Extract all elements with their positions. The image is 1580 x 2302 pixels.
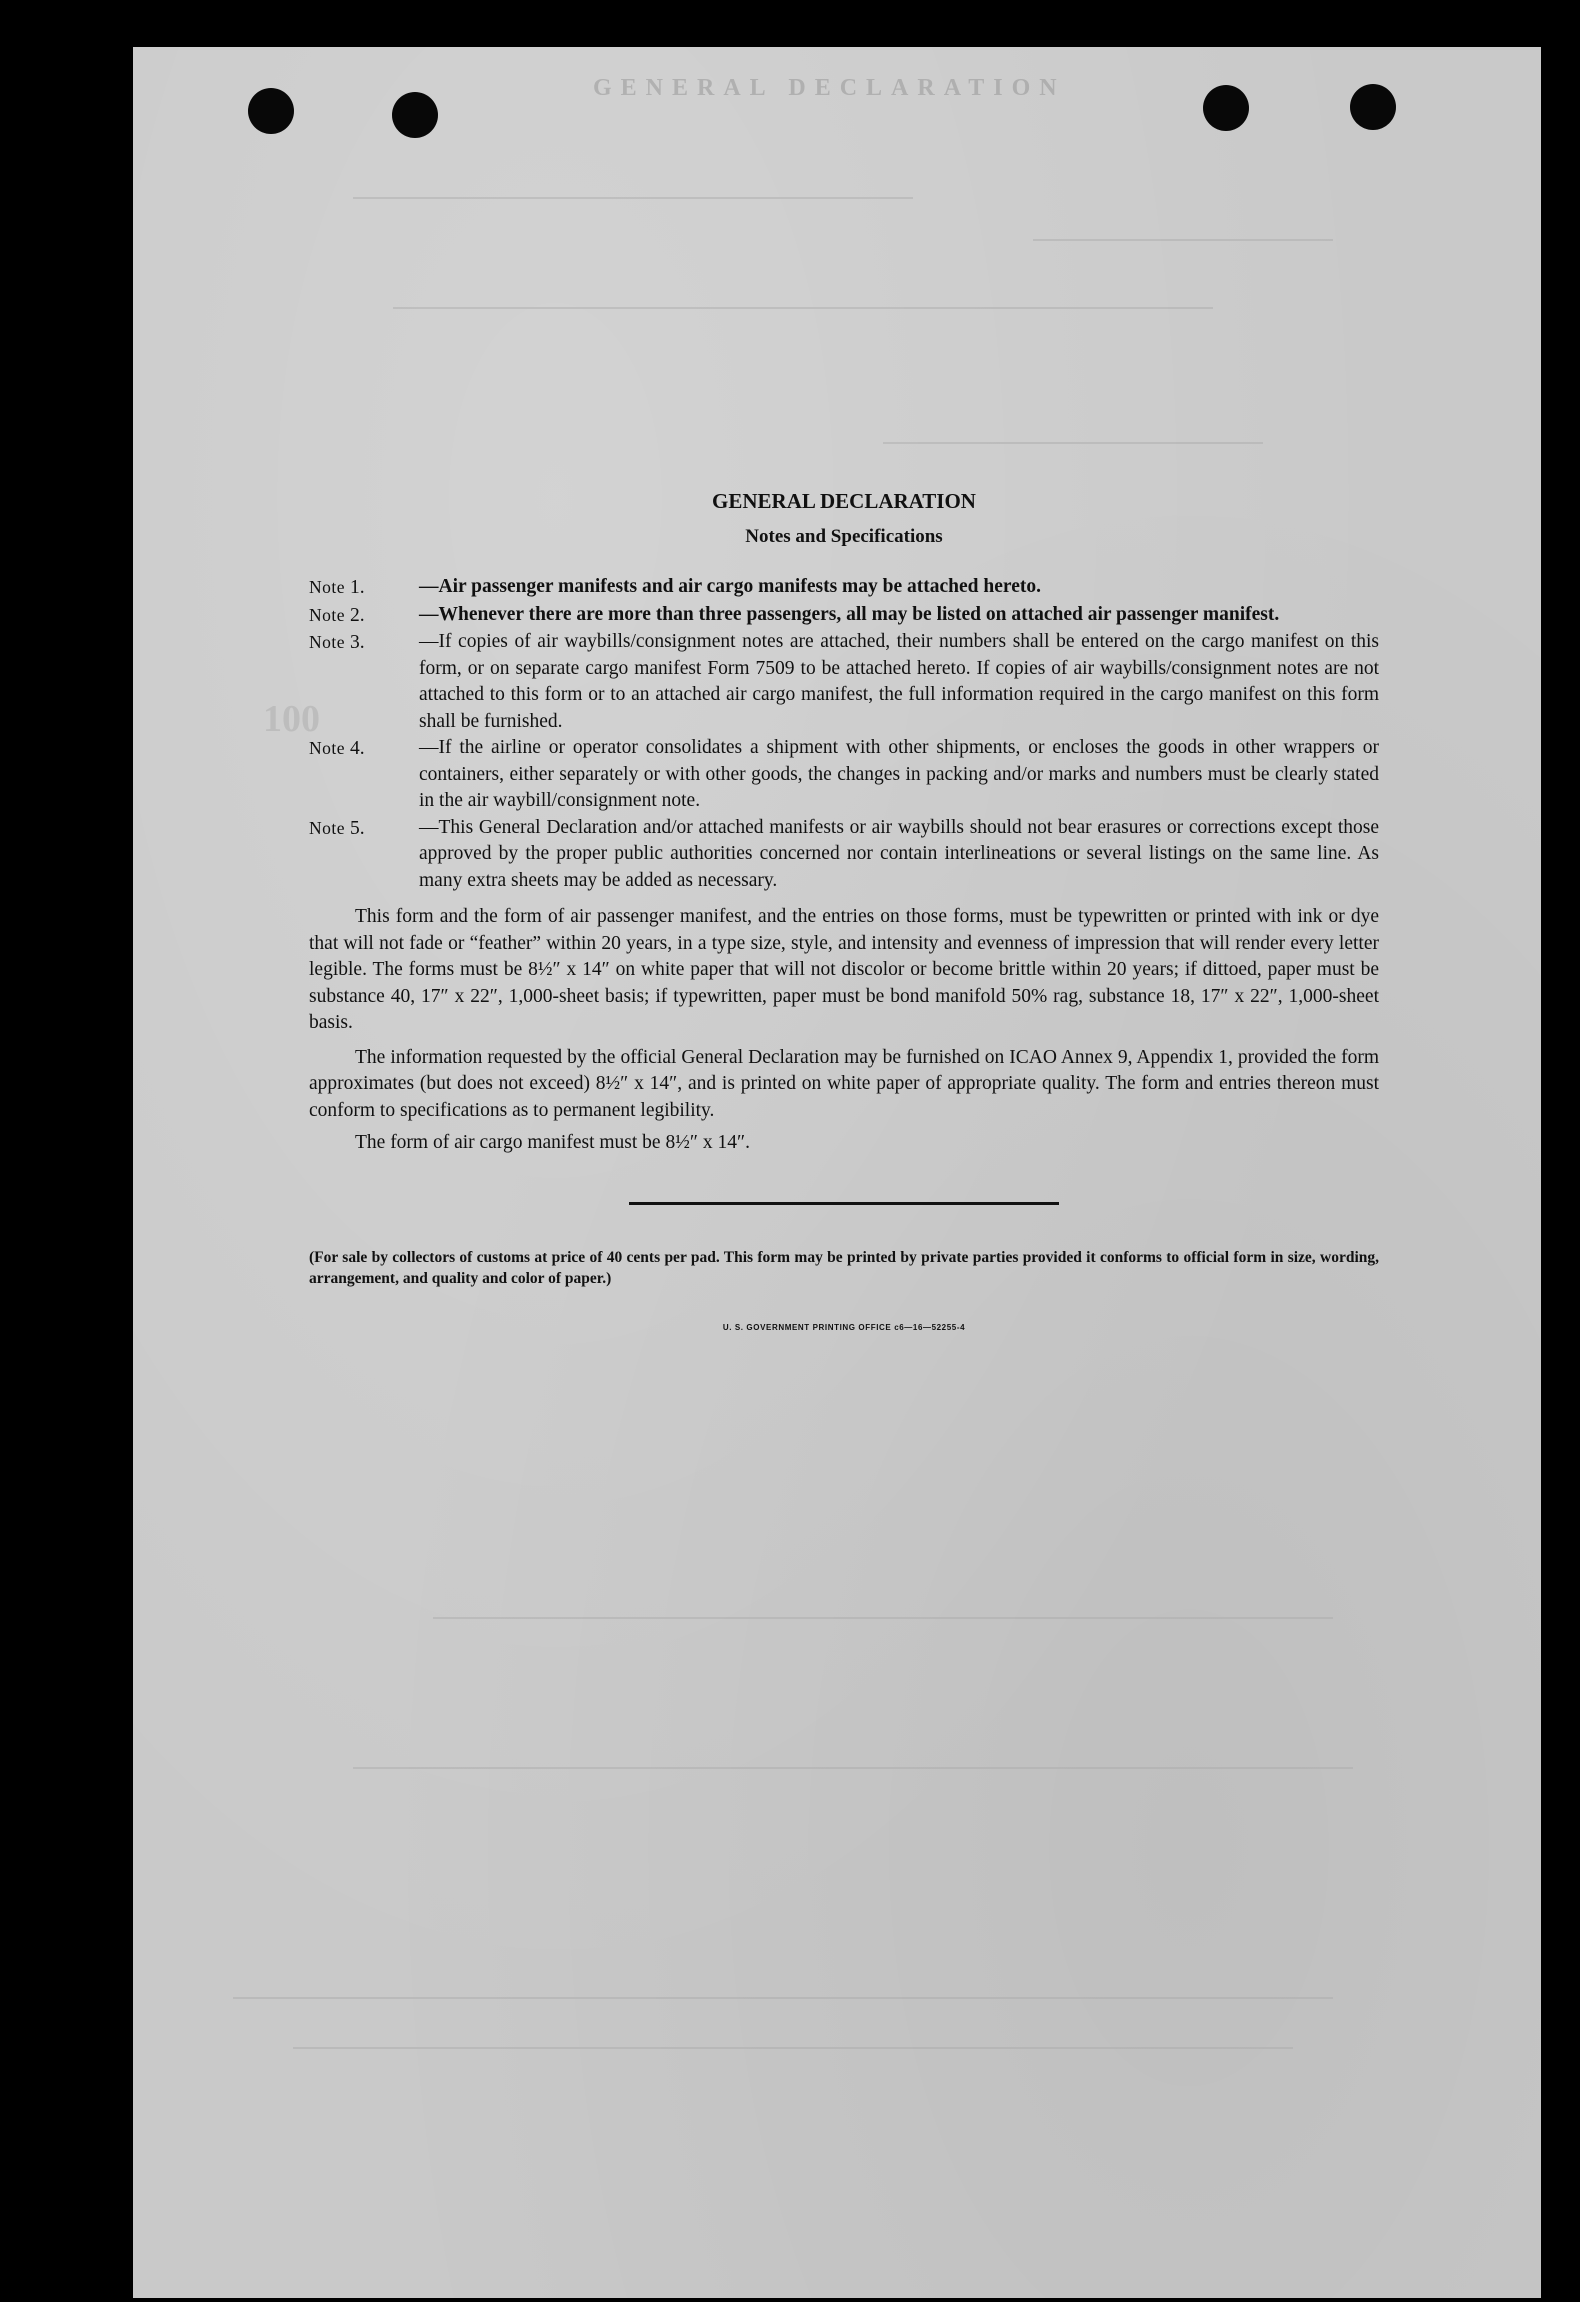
note-number: 2. [349, 604, 365, 626]
sale-notice: (For sale by collectors of customs at price of 40 cents per pad. This form may be printed by private parties provided it conforms to official form in size, wording, arrangement, and quality and color of paper.) [309, 1248, 1379, 1287]
note-text: —Air passenger manifests and air cargo manifests may be attached hereto. [419, 576, 1041, 597]
note-label: Note [309, 817, 346, 838]
punch-hole [392, 92, 438, 138]
note-label: Note [309, 738, 346, 758]
note-3 [309, 629, 1379, 735]
document-subtitle: Notes and Specifications [745, 526, 943, 547]
note-label: Note [309, 604, 346, 625]
note-label: Note [309, 577, 346, 597]
paragraph-form-requirements: This form and the form of air passenger manifest, and the entries on those forms, must be typewritten or printed with ink or dye that will not fade or “feather” within 20 years, in a type size, style, and intensity and evenness of impression that will render every letter legible. The forms must be 8½″ x 14″ on white paper that will not discolor or become brittle within 20 years; if dittoed, paper must be substance 40, 17″ x 22″, 1,000-sheet basis; if typewritten, paper must be bond manifold 50% rag, substance 18, 17″ x 22″, 1,000-sheet basis. [309, 906, 1379, 1033]
bleed-through-header: GENERAL DECLARATION [593, 75, 1066, 101]
document-page [133, 47, 1541, 2298]
bleed-through-stamp: 100 [263, 698, 320, 740]
document-title: GENERAL DECLARATION [712, 489, 976, 513]
bleed-through-line [293, 2047, 1293, 2049]
bleed-through-line [353, 1767, 1353, 1769]
bleed-through-line [353, 197, 913, 199]
note-4 [309, 735, 1379, 815]
note-text: —If copies of air waybills/consignment notes are attached, their numbers shall be entered on the cargo manifest on this form, or on separate cargo manifest Form 7509 to be attached hereto. If copies of air waybills/consignment notes are not attached to this form or to an attached air cargo manifest, the full information required in the cargo manifest on this form shall be furnished. [419, 631, 1379, 732]
punch-hole [1350, 84, 1396, 130]
note-number: 1. [349, 577, 365, 598]
note-number: 5. [349, 817, 365, 839]
punch-hole [1203, 85, 1249, 131]
paragraph-icao-annex: The information requested by the official General Declaration may be furnished on ICAO Annex 9, Appendix 1, provided the form approximates (but does not exceed) 8½″ x 14″, and is printed on white paper of appropriate quality. The form and entries thereon must conform to specifications as to permanent legibility. [309, 1046, 1379, 1121]
note-1 [309, 574, 1379, 602]
note-number: 4. [349, 738, 365, 759]
bleed-through-line [393, 307, 1213, 309]
note-number: 3. [349, 632, 365, 653]
bleed-through-line [883, 442, 1263, 444]
printer-imprint: U. S. GOVERNMENT PRINTING OFFICE c6—16—52255-4 [722, 1322, 966, 1332]
note-text: —This General Declaration and/or attached manifests or air waybills should not bear erasures or corrections except those approved by the proper public authorities concerned nor contain interlineations or several listings on the same line. As many extra sheets may be added as necessary. [419, 816, 1379, 891]
bleed-through-line [433, 1617, 1333, 1619]
paragraph-cargo-manifest-size: The form of air cargo manifest must be 8½″ x 14″. [355, 1132, 750, 1153]
declaration-text-block [309, 487, 1379, 1341]
note-text: —If the airline or operator consolidates a shipment with other shipments, or encloses the goods in other wrappers or containers, either separately or with other goods, the changes in packing and/or marks and numbers must be clearly stated in the air waybill/consignment note. [419, 737, 1379, 811]
bleed-through-line [233, 1997, 1333, 1999]
bleed-through-line [1033, 239, 1333, 241]
note-label: Note [309, 632, 346, 652]
punch-hole [248, 88, 294, 134]
note-5 [309, 815, 1379, 895]
divider-rule [629, 1202, 1059, 1205]
note-2 [309, 602, 1379, 630]
note-text: —Whenever there are more than three passengers, all may be listed on attached air passenger manifest. [419, 603, 1280, 625]
